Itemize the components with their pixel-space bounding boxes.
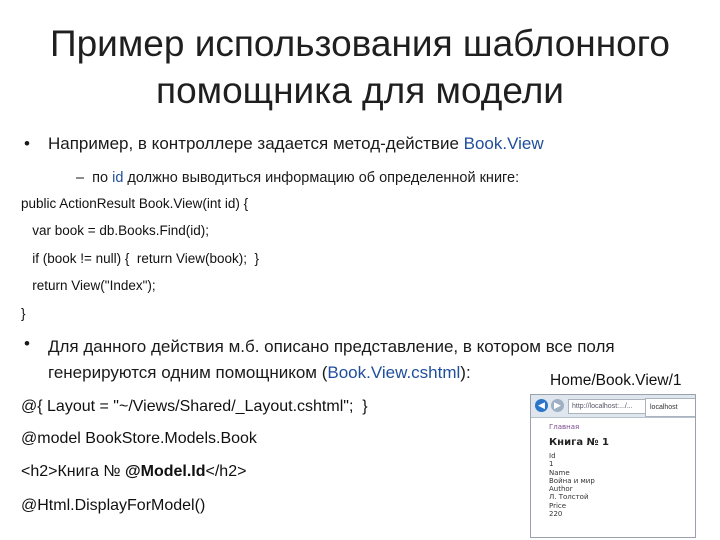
back-arrow-icon[interactable]: ◀ bbox=[535, 399, 548, 412]
forward-arrow-icon[interactable]: ▶ bbox=[551, 399, 564, 412]
book-heading: Книга № 1 bbox=[549, 437, 610, 448]
field-text: Война и мир bbox=[549, 476, 595, 485]
slide-title bbox=[20, 20, 700, 114]
address-bar[interactable]: http://localhost:.../... bbox=[568, 399, 647, 414]
title-line-1: Пример использования шаблонного bbox=[50, 23, 670, 64]
bullet-marker: • bbox=[24, 134, 30, 153]
field-text: 220 bbox=[549, 510, 563, 519]
sub-bullet-marker: – bbox=[76, 170, 85, 186]
code-line: return View("Index"); bbox=[21, 278, 156, 293]
razor-line: @Html.DisplayForModel() bbox=[21, 497, 206, 514]
field-text: Л. Толстой bbox=[549, 493, 589, 502]
field-text: Name bbox=[549, 468, 570, 477]
bullet-action-method bbox=[24, 134, 544, 154]
route-label: Home/Book.View/1 bbox=[550, 372, 682, 389]
browser-screenshot bbox=[530, 394, 696, 538]
home-link[interactable]: Главная bbox=[549, 423, 580, 431]
code-line: public ActionResult Book.View(int id) { bbox=[21, 196, 249, 211]
view-file-name: Book.View.cshtml bbox=[327, 363, 461, 382]
field-text: Author bbox=[549, 485, 573, 494]
code-line: if (book != null) { return View(book); } bbox=[21, 251, 259, 266]
bullet-view-description bbox=[24, 334, 615, 382]
razor-line: @{ Layout = "~/Views/Shared/_Layout.cshtml"; } bbox=[21, 398, 368, 415]
razor-line: @model BookStore.Models.Book bbox=[21, 430, 257, 447]
bullet-text: Например, в контроллере задается метод-действие Book.View bbox=[48, 134, 544, 153]
razor-line: <h2>Книга № @Model.Id</h2> bbox=[21, 463, 247, 480]
bullet-text: Для данного действия м.б. описано представление, в котором все поля генерируются одним помощником (Book.View.cshtml): bbox=[48, 337, 615, 382]
browser-page bbox=[531, 418, 695, 518]
sub-bullet-id: – по id должно выводиться информацию об определенной книге: bbox=[76, 170, 520, 186]
title-line-2: помощника для модели bbox=[156, 70, 564, 111]
browser-toolbar bbox=[531, 395, 695, 418]
field-text: Price bbox=[549, 501, 567, 510]
id-keyword: id bbox=[112, 170, 124, 186]
bullet-marker: • bbox=[24, 334, 30, 353]
field-text: 1 bbox=[549, 460, 554, 469]
code-line: var book = db.Books.Find(id); bbox=[21, 223, 209, 238]
browser-tab[interactable]: localhost bbox=[645, 398, 696, 417]
action-name: Book.View bbox=[463, 134, 544, 153]
code-line: } bbox=[21, 306, 26, 321]
field-text: Id bbox=[549, 452, 556, 460]
